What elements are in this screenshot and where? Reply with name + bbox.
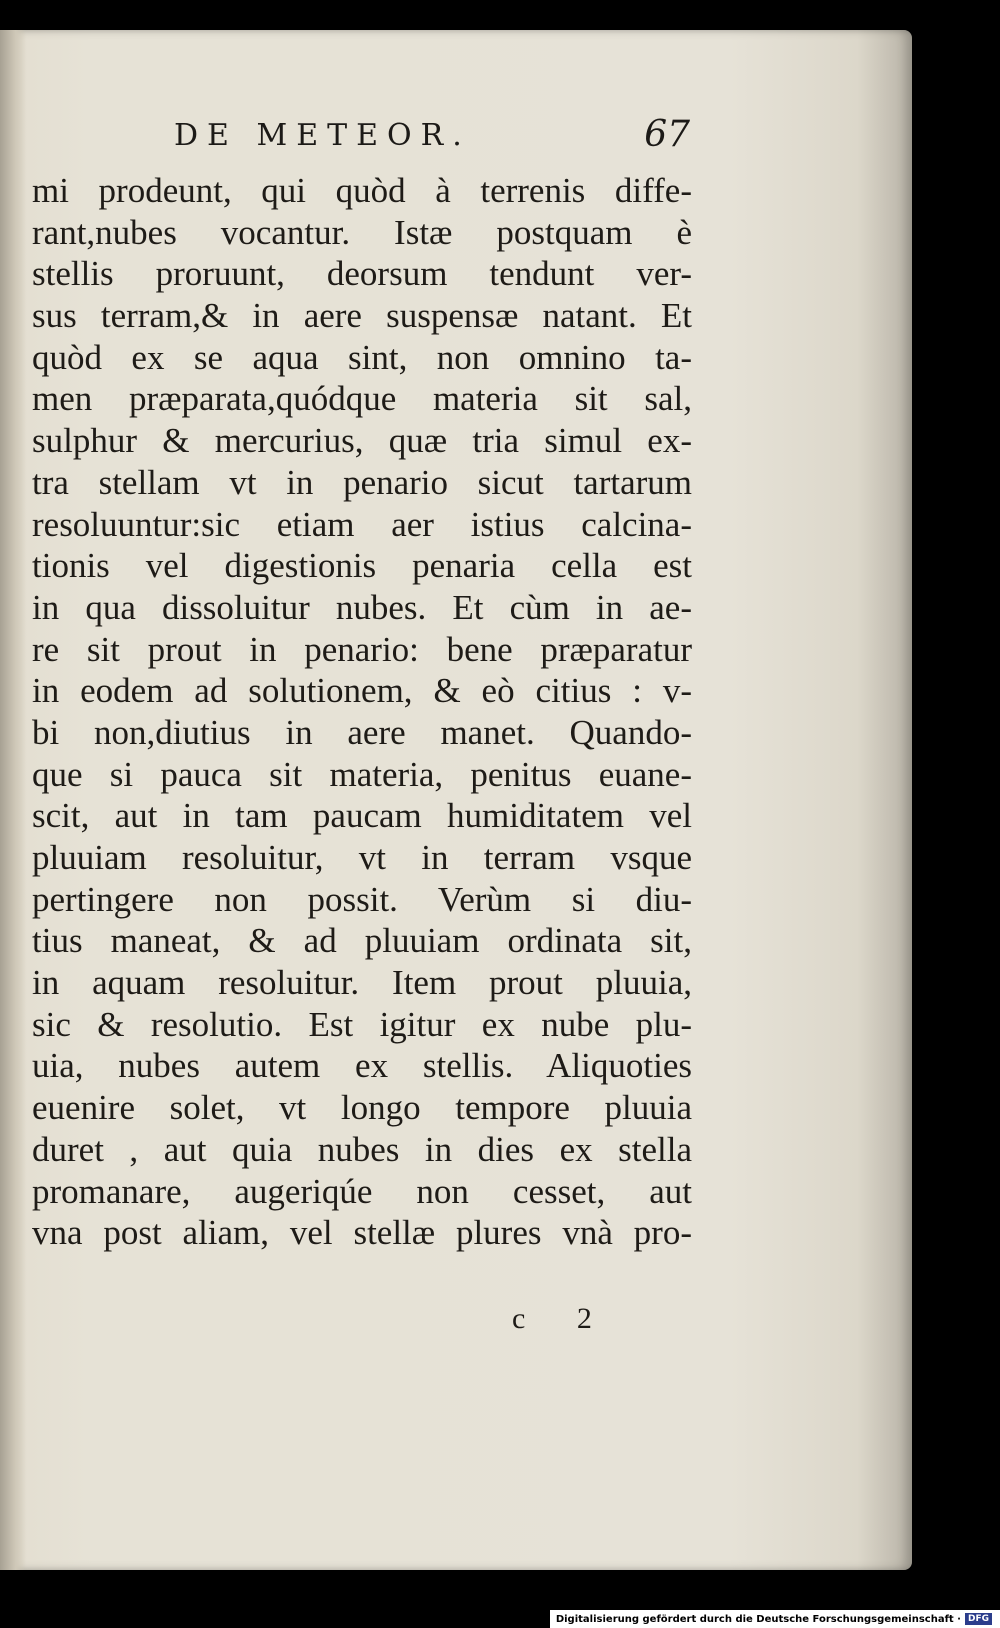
- text-line: bi non,diutius in aere manet. Quando-: [32, 712, 692, 752]
- text-line: sus terram,& in aere suspensæ natant. Et: [32, 296, 692, 336]
- body-text: [32, 170, 692, 1254]
- text-line: sic & resolutio. Est igitur ex nube plu-: [32, 1004, 692, 1044]
- text-line: stellis proruunt, deorsum tendunt ver-: [32, 254, 692, 294]
- text-line: mi prodeunt, qui quòd à terrenis diffe-: [32, 171, 692, 210]
- text-line: pluuiam resoluitur, vt in terram vsque: [32, 838, 692, 877]
- text-line: vna post aliam, vel stellæ plures vnà pro-: [32, 1213, 692, 1253]
- text-line: in qua dissoluitur nubes. Et cùm in ae-: [32, 587, 692, 627]
- page-gutter-shadow: [0, 30, 26, 1570]
- text-line: in eodem ad solutionem, & eò citius : v-: [32, 671, 692, 711]
- text-line: que si pauca sit materia, penitus euane-: [32, 754, 692, 794]
- dfg-credit-bar: [550, 1610, 1000, 1628]
- signature-mark: c 2: [512, 1302, 614, 1335]
- text-line: tius maneat, & ad pluuiam ordinata sit,: [32, 921, 692, 961]
- text-line: duret , aut quia nubes in dies ex stella: [32, 1129, 692, 1169]
- text-line: quòd ex se aqua sint, non omnino ta-: [32, 337, 692, 377]
- text-line: uia, nubes autem ex stellis. Aliquoties: [32, 1046, 692, 1086]
- text-line: scit, aut in tam paucam humiditatem vel: [32, 796, 692, 836]
- text-line: in aquam resoluitur. Item prout pluuia,: [32, 963, 692, 1003]
- page-number: 67: [644, 114, 690, 155]
- text-line: rant,nubes vocantur. Istæ postquam è: [32, 212, 692, 252]
- text-line: promanare, augeriqúe non cesset, aut: [32, 1171, 692, 1211]
- text-line: men præparata,quódque materia sit sal,: [32, 379, 692, 419]
- running-head: [174, 114, 694, 158]
- dfg-logo: DFG: [965, 1613, 992, 1625]
- text-line: euenire solet, vt longo tempore pluuia: [32, 1088, 692, 1128]
- text-line: re sit prout in penario: bene præparatur: [32, 629, 692, 669]
- running-title: DE METEOR.: [174, 118, 471, 153]
- text-line: tionis vel digestionis penaria cella est: [32, 546, 692, 586]
- text-line: pertingere non possit. Verùm si diu-: [32, 879, 692, 919]
- text-line: resoluuntur:sic etiam aer istius calcina-: [32, 504, 692, 544]
- text-line: tra stellam vt in penario sicut tartarum: [32, 462, 692, 502]
- dfg-credit-text: Digitalisierung gefördert durch die Deutsche Forschungsgemeinschaft ·: [555, 1613, 961, 1625]
- text-line: sulphur & mercurius, quæ tria simul ex-: [32, 421, 692, 461]
